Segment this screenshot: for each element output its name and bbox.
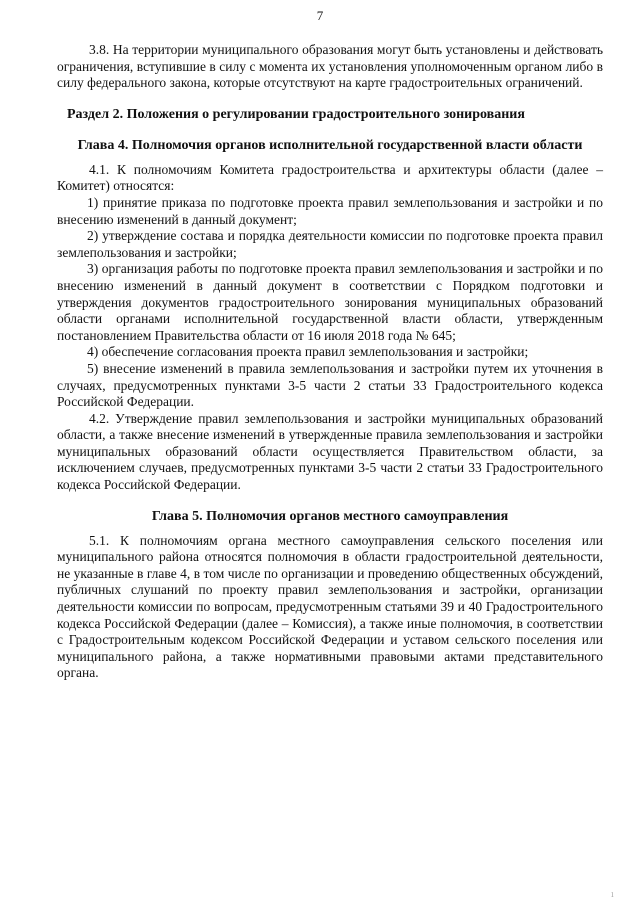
document-body	[57, 42, 603, 682]
list-item-4-1-1: 1) принятие приказа по подготовке проекта правил землепользования и застройки и по внесению изменений в данный документ;	[57, 194, 603, 227]
paragraph-4-1: 4.1. К полномочиям Комитета градостроительства и архитектуры области (далее – Комитет) относятся:	[57, 161, 603, 194]
corner-mark: 1	[610, 891, 614, 899]
chapter-5-heading: Глава 5. Полномочия органов местного самоуправления	[151, 508, 509, 524]
list-item-4-1-5: 5) внесение изменений в правила землепользования и застройки путем их уточнения в случаях, предусмотренных пунктами 3-5 части 2 статьи 33 Градостроительного кодекса Российской Федерации.	[57, 360, 603, 410]
chapter-4-heading: Глава 4. Полномочия органов исполнительной государственной власти области	[77, 137, 583, 153]
list-item-4-1-4: 4) обеспечение согласования проекта правил землепользования и застройки;	[87, 344, 529, 360]
paragraph-5-1: 5.1. К полномочиям органа местного самоуправления сельского поселения или муниципального района относятся полномочия в области градостроительной деятельности, не указанные в главе 4, в том числе по организации и проведению общественных обсуждений, публичных слушаний по проекту правил землепользования и застройки, организации деятельности комиссии по вопросам, предусмотренным статьями 39 и 40 Градостроительного кодекса Российской Федерации (далее – Комиссия), а также иные полномочия, в соответствии с Градостроительным кодексом Российской Федерации и уставом сельского поселения или муниципального района, а также нормативными правовыми актами представительного органа.	[57, 532, 603, 681]
section-2-heading: Раздел 2. Положения о регулировании градостроительного зонирования	[67, 106, 525, 122]
paragraph-4-2: 4.2. Утверждение правил землепользования и застройки муниципальных образований области, а также внесение изменений в утвержденные правила землепользования и застройки муниципальных образований области осуществляется Правительством области, за исключением случаев, предусмотренных пунктами 3-5 части 2 статьи 33 Градостроительного кодекса Российской Федерации.	[57, 410, 603, 493]
list-item-4-1-3: 3) организация работы по подготовке проекта правил землепользования и застройки и по внесению изменений в данный документ в соответствии с Порядком подготовки и утверждения документов градостроительного зонирования муниципальных образований области органами исполнительной государственной власти области, утвержденным постановлением Правительства области от 16 июля 2018 года № 645;	[57, 261, 603, 343]
paragraph-3-8: 3.8. На территории муниципального образования могут быть установлены и действовать ограничения, вступившие в силу с момента их установления уполномоченным органом либо в силу федерального закона, которые отсутствуют на карте градостроительных ограничений.	[57, 42, 603, 91]
list-item-4-1-2: 2) утверждение состава и порядка деятельности комиссии по подготовке проекта правил землепользования и застройки;	[57, 228, 603, 260]
page-number: 7	[316, 8, 324, 23]
